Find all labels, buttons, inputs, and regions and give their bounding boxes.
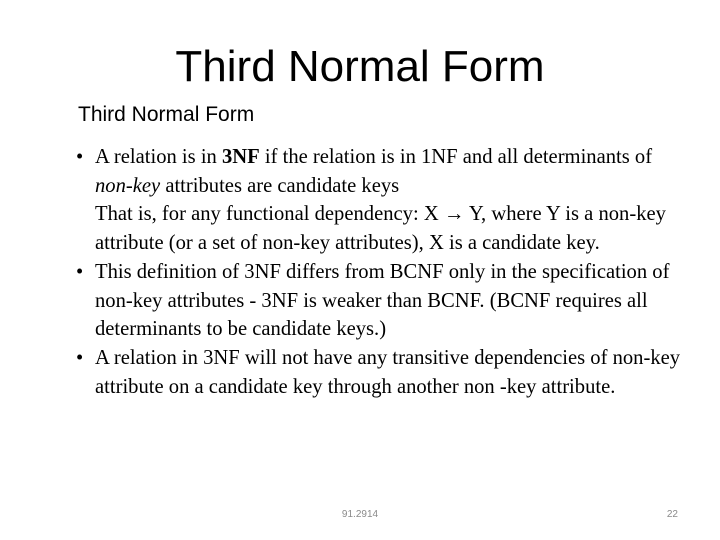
bullet-1-text-e: Y, where Y is a non-key attribute (or a set of non-key attributes), X is a candidate key.: [95, 203, 666, 255]
bullet-1-bold-3nf: 3NF: [221, 146, 260, 168]
bullet-1-text-c: attributes are candidate keys: [160, 174, 400, 197]
slide-title: Third Normal Form: [175, 42, 545, 91]
arrow-icon: →: [443, 203, 465, 226]
bullet-item-2: [76, 258, 686, 344]
bullet-3-text: A relation in 3NF will not have any transitive dependencies of non-key attribute on a candidate key through another non -key attribute.: [95, 346, 681, 398]
bullet-1-text-d: That is, for any functional dependency: X: [95, 203, 444, 226]
bullet-item-3: [76, 344, 686, 401]
bullet-item-1: [76, 143, 686, 258]
bullet-1-text-b: if the relation is in 1NF and all determinants of: [259, 146, 653, 168]
bullet-dot: •: [76, 146, 84, 168]
footer-date: 91.2914: [341, 509, 379, 520]
bullet-dot: •: [76, 346, 84, 369]
bullet-list: [76, 143, 686, 401]
slide-subtitle: Third Normal Form: [78, 103, 255, 126]
bullet-1-text-a: A relation is in: [95, 146, 222, 168]
bullet-dot: •: [76, 260, 84, 283]
bullet-2-text: This definition of 3NF differs from BCNF only in the specification of non-key attributes - 3NF is weaker than BCNF. (BCNF requires all determinants to be candidate keys.): [95, 260, 670, 341]
page-number: 22: [666, 509, 678, 520]
bullet-1-italic-nonkey: non-key: [95, 174, 161, 197]
